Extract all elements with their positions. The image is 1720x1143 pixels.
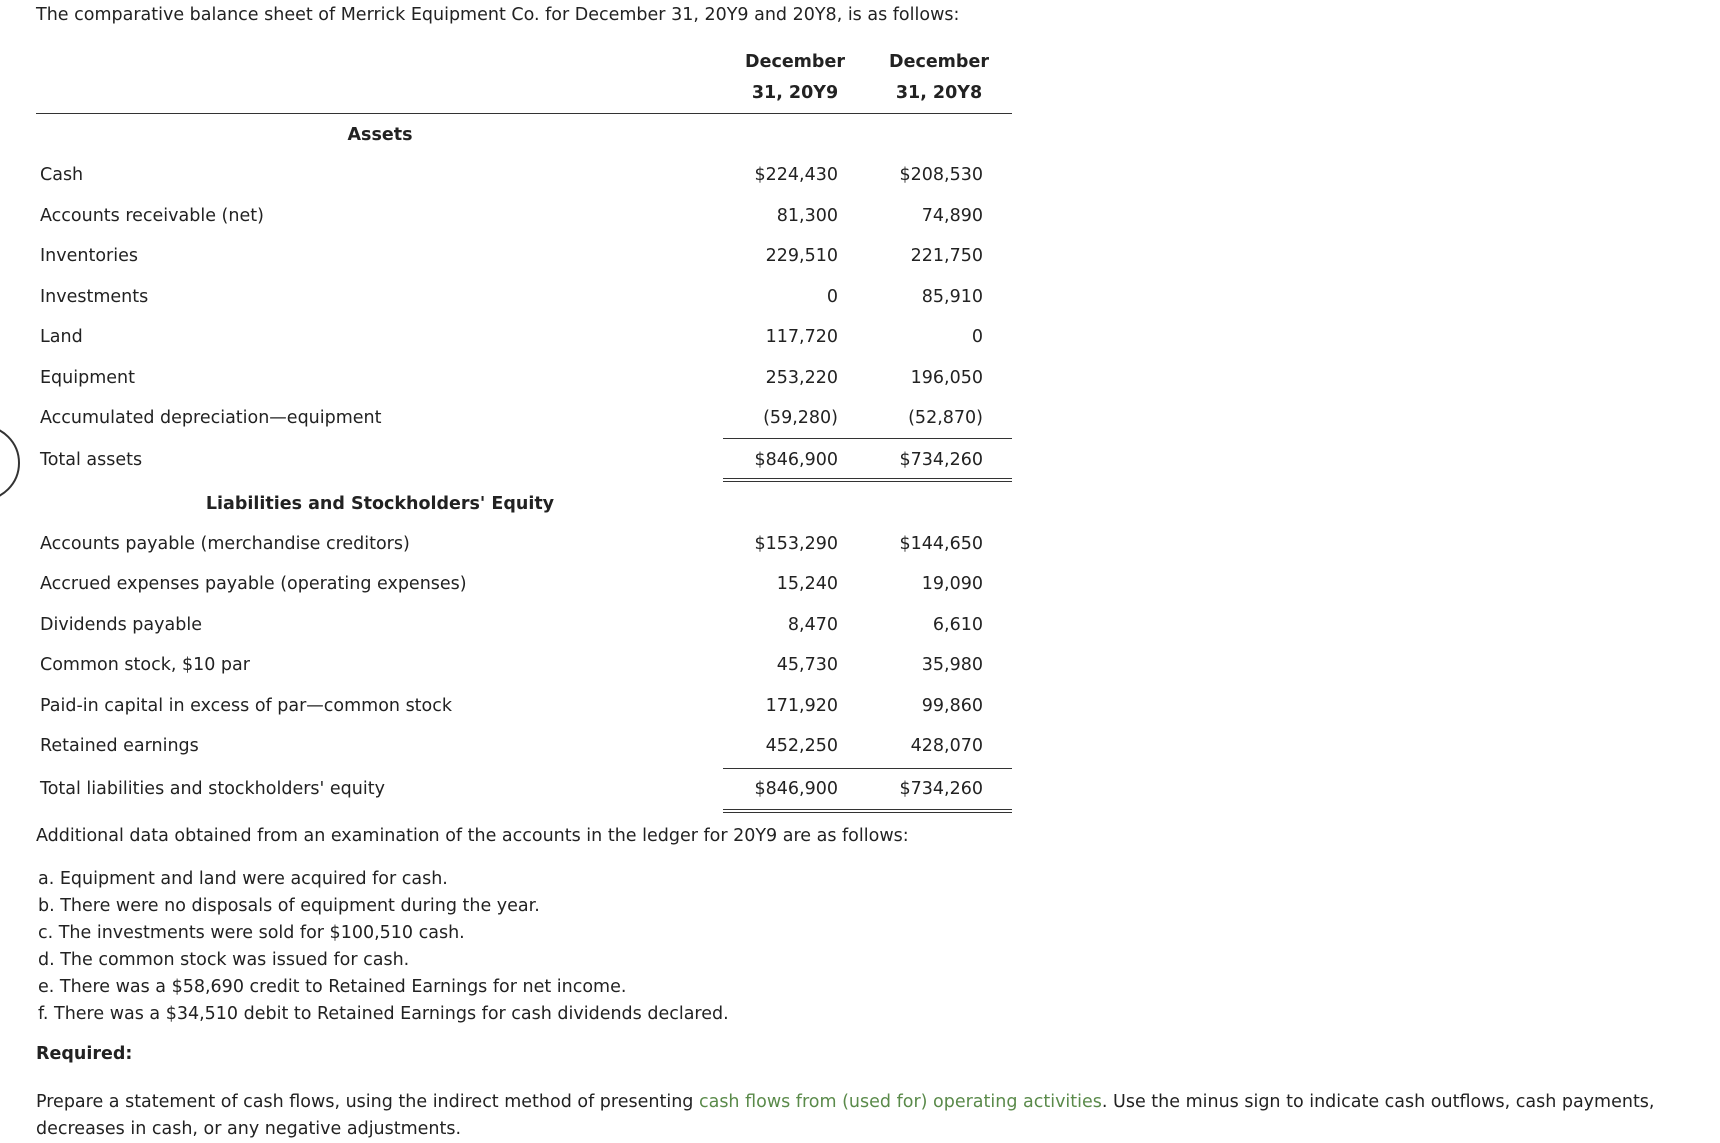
subtotal-rule <box>723 768 1012 769</box>
value-20y9: $224,430 <box>754 165 838 185</box>
subtotal-rule <box>723 438 1012 439</box>
list-item: b. There were no disposals of equipment during the year. <box>38 896 540 916</box>
total-assets-20y9: $846,900 <box>754 450 838 470</box>
list-item: c. The investments were sold for $100,510 cash. <box>38 923 465 943</box>
value-20y9: 117,720 <box>765 327 838 347</box>
value-20y9: 229,510 <box>765 246 838 266</box>
total-assets-20y8: $734,260 <box>899 450 983 470</box>
value-20y8: 196,050 <box>910 368 983 388</box>
value-20y9: $153,290 <box>754 534 838 554</box>
row-label: Common stock, $10 par <box>40 655 250 675</box>
value-20y9: (59,280) <box>763 408 838 428</box>
liabilities-heading: Liabilities and Stockholders' Equity <box>205 494 555 514</box>
value-20y9: 15,240 <box>776 574 838 594</box>
value-20y8: 35,980 <box>921 655 983 675</box>
row-label: Investments <box>40 287 149 307</box>
additional-data-intro: Additional data obtained from an examination of the accounts in the ledger for 20Y9 are as follows: <box>36 826 909 846</box>
row-label: Inventories <box>40 246 138 266</box>
total-assets-label: Total assets <box>40 450 143 470</box>
required-heading: Required: <box>36 1044 133 1064</box>
glossary-link-operating-activities[interactable]: cash flows from (used for) operating activities <box>698 1092 1102 1112</box>
list-item: d. The common stock was issued for cash. <box>38 950 410 970</box>
row-label: Dividends payable <box>40 615 202 635</box>
row-label: Accounts payable (merchandise creditors) <box>40 534 410 554</box>
list-item: e. There was a $58,690 credit to Retained Earnings for net income. <box>38 977 627 997</box>
row-label: Accumulated depreciation—equipment <box>40 408 382 428</box>
value-20y9: 0 <box>826 287 838 307</box>
value-20y8: $208,530 <box>899 165 983 185</box>
value-20y8: 6,610 <box>932 615 983 635</box>
value-20y8: $144,650 <box>899 534 983 554</box>
total-liabilities-20y8: $734,260 <box>899 779 983 799</box>
instruction-text: Prepare a statement of cash flows, using the indirect method of presenting <box>36 1092 699 1112</box>
value-20y8: 85,910 <box>921 287 983 307</box>
list-item: f. There was a $34,510 debit to Retained Earnings for cash dividends declared. <box>38 1004 729 1024</box>
row-label: Land <box>40 327 83 347</box>
total-liabilities-20y9: $846,900 <box>754 779 838 799</box>
list-item: a. Equipment and land were acquired for cash. <box>38 869 448 889</box>
value-20y8: 19,090 <box>921 574 983 594</box>
total-double-rule <box>723 809 1012 813</box>
row-label: Accrued expenses payable (operating expenses) <box>40 574 467 594</box>
assets-heading: Assets <box>347 125 413 145</box>
value-20y8: 99,860 <box>921 696 983 716</box>
column-header-line: 31, 20Y8 <box>895 83 983 103</box>
value-20y8: 428,070 <box>910 736 983 756</box>
additional-data-list <box>38 866 729 1028</box>
value-20y9: 8,470 <box>787 615 838 635</box>
row-label: Paid-in capital in excess of par—common stock <box>40 696 453 716</box>
value-20y8: 0 <box>971 327 983 347</box>
edge-circle-marker <box>0 425 20 501</box>
required-instructions <box>36 1089 1716 1143</box>
value-20y9: 253,220 <box>765 368 838 388</box>
problem-intro: The comparative balance sheet of Merrick Equipment Co. for December 31, 20Y9 and 20Y8, is as follows: <box>36 5 960 25</box>
total-liabilities-label: Total liabilities and stockholders' equity <box>40 779 385 799</box>
column-header-line: December <box>889 52 989 72</box>
value-20y8: 221,750 <box>910 246 983 266</box>
row-label: Accounts receivable (net) <box>40 206 264 226</box>
row-label: Cash <box>40 165 84 185</box>
row-label: Equipment <box>40 368 135 388</box>
value-20y8: (52,870) <box>908 408 983 428</box>
value-20y9: 171,920 <box>765 696 838 716</box>
column-header-line: 31, 20Y9 <box>751 83 839 103</box>
value-20y9: 45,730 <box>776 655 838 675</box>
header-rule <box>36 113 1012 114</box>
row-label: Retained earnings <box>40 736 199 756</box>
column-header-20y9 <box>725 47 865 109</box>
instruction-text: . Use the minus sign to indicate cash outflows, cash payments, decreases in cash, or any negative adjustments. <box>36 1092 1655 1139</box>
column-header-line: December <box>745 52 845 72</box>
total-double-rule <box>723 478 1012 482</box>
value-20y8: 74,890 <box>921 206 983 226</box>
value-20y9: 452,250 <box>765 736 838 756</box>
value-20y9: 81,300 <box>776 206 838 226</box>
column-header-20y8 <box>869 47 1009 109</box>
